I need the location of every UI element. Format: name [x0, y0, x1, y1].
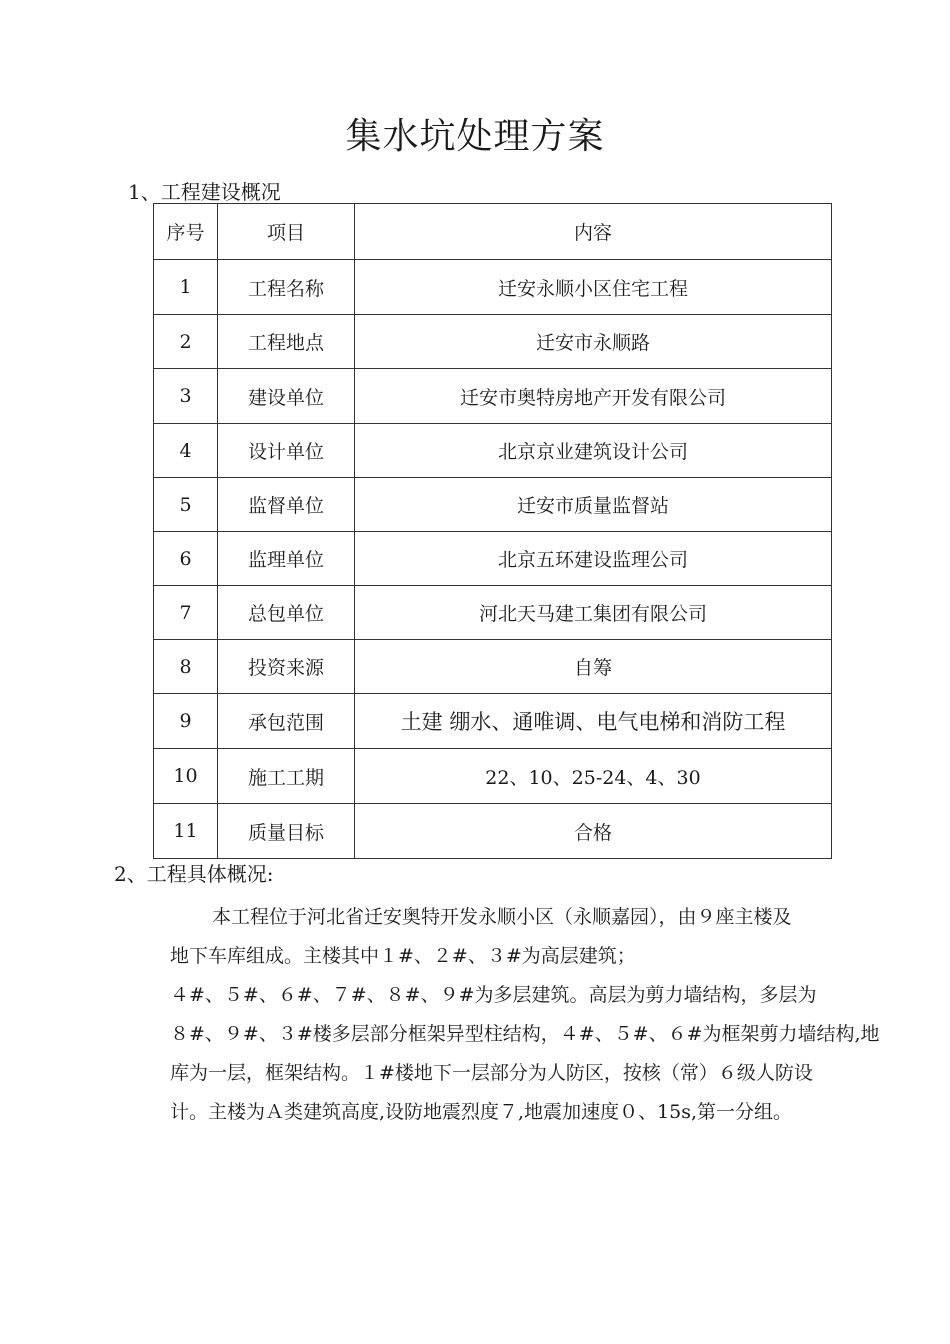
- row-content: 北京五环建设监理公司: [355, 532, 832, 586]
- table-row: [154, 532, 832, 586]
- row-no: 7: [154, 586, 218, 640]
- row-item: 质量目标: [218, 804, 355, 859]
- table-header-row: [154, 204, 832, 260]
- project-description: [170, 898, 880, 1132]
- paragraph-line: 本工程位于河北省迁安奥特开发永顺小区（永顺嘉园），由９座主楼及: [212, 906, 792, 928]
- row-no: 6: [154, 532, 218, 586]
- paragraph-line: 计。主楼为Ａ类建筑高度,设防地震烈度７,地震加速度０、15s,第一分组。: [170, 1101, 793, 1123]
- table-row: [154, 315, 832, 369]
- row-item: 监理单位: [218, 532, 355, 586]
- table-row: [154, 478, 832, 532]
- row-content: 北京京业建筑设计公司: [355, 424, 832, 478]
- row-content: 迁安永顺小区住宅工程: [355, 260, 832, 315]
- document-title: 集水坑处理方案: [345, 116, 605, 157]
- row-content: 22、10、25-24、4、30: [355, 749, 832, 804]
- row-no: 2: [154, 315, 218, 369]
- row-item: 工程名称: [218, 260, 355, 315]
- row-no: 4: [154, 424, 218, 478]
- row-item: 承包范围: [218, 694, 355, 749]
- header-content: 内容: [355, 204, 832, 260]
- row-no: 11: [154, 804, 218, 859]
- table-row: [154, 640, 832, 694]
- row-content: 自筹: [355, 640, 832, 694]
- row-item: 监督单位: [218, 478, 355, 532]
- row-no: 3: [154, 369, 218, 424]
- table-row: [154, 260, 832, 315]
- paragraph-line: ４#、５#、６#、７#、８#、９#为多层建筑。高层为剪力墙结构，多层为: [170, 984, 817, 1006]
- section-2-heading: 2、工程具体概况:: [114, 862, 274, 886]
- paragraph-line: ８#、９#、３#楼多层部分框架异型柱结构，４#、５#、６#为框架剪力墙结构,地: [170, 1023, 880, 1045]
- row-content: 土建 绷水、通唯调、电气电梯和消防工程: [355, 694, 832, 749]
- row-item: 工程地点: [218, 315, 355, 369]
- row-no: 10: [154, 749, 218, 804]
- row-item: 施工工期: [218, 749, 355, 804]
- header-no: 序号: [154, 204, 218, 260]
- row-content: 河北天马建工集团有限公司: [355, 586, 832, 640]
- table-row: [154, 586, 832, 640]
- row-content: 迁安市质量监督站: [355, 478, 832, 532]
- project-overview-table: [153, 203, 832, 859]
- row-item: 设计单位: [218, 424, 355, 478]
- row-content: 迁安市奥特房地产开发有限公司: [355, 369, 832, 424]
- row-no: 5: [154, 478, 218, 532]
- table-row: [154, 424, 832, 478]
- table-row: [154, 694, 832, 749]
- row-content: 迁安市永顺路: [355, 315, 832, 369]
- paragraph-line: 库为一层，框架结构。１#楼地下一层部分为人防区，按核（常）６级人防设: [170, 1062, 813, 1084]
- section-1-heading: 1、工程建设概况: [128, 180, 281, 204]
- paragraph-line: 地下车库组成。主楼其中１#、２#、３#为高层建筑；: [170, 945, 636, 967]
- row-no: 1: [154, 260, 218, 315]
- row-no: 9: [154, 694, 218, 749]
- row-item: 建设单位: [218, 369, 355, 424]
- header-item: 项目: [218, 204, 355, 260]
- table-row: [154, 369, 832, 424]
- row-item: 总包单位: [218, 586, 355, 640]
- table-row: [154, 749, 832, 804]
- table-row: [154, 804, 832, 859]
- row-no: 8: [154, 640, 218, 694]
- row-content: 合格: [355, 804, 832, 859]
- row-item: 投资来源: [218, 640, 355, 694]
